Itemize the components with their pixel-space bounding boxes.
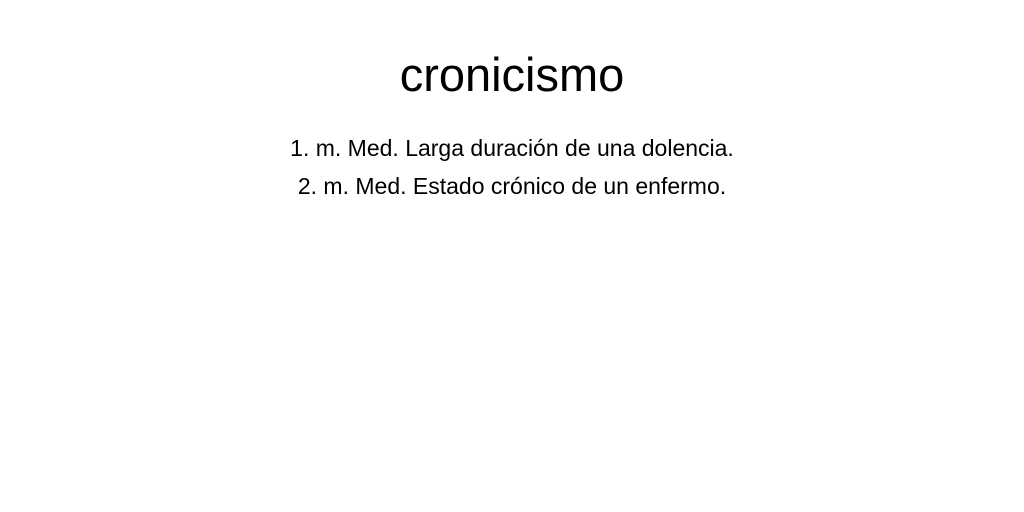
entry-headword: cronicismo — [399, 48, 625, 101]
definition-list — [0, 129, 1024, 205]
definition-item-2: 2. m. Med. Estado crónico de un enfermo. — [297, 173, 727, 199]
definition-item-1: 1. m. Med. Larga duración de una dolencia. — [290, 135, 734, 161]
